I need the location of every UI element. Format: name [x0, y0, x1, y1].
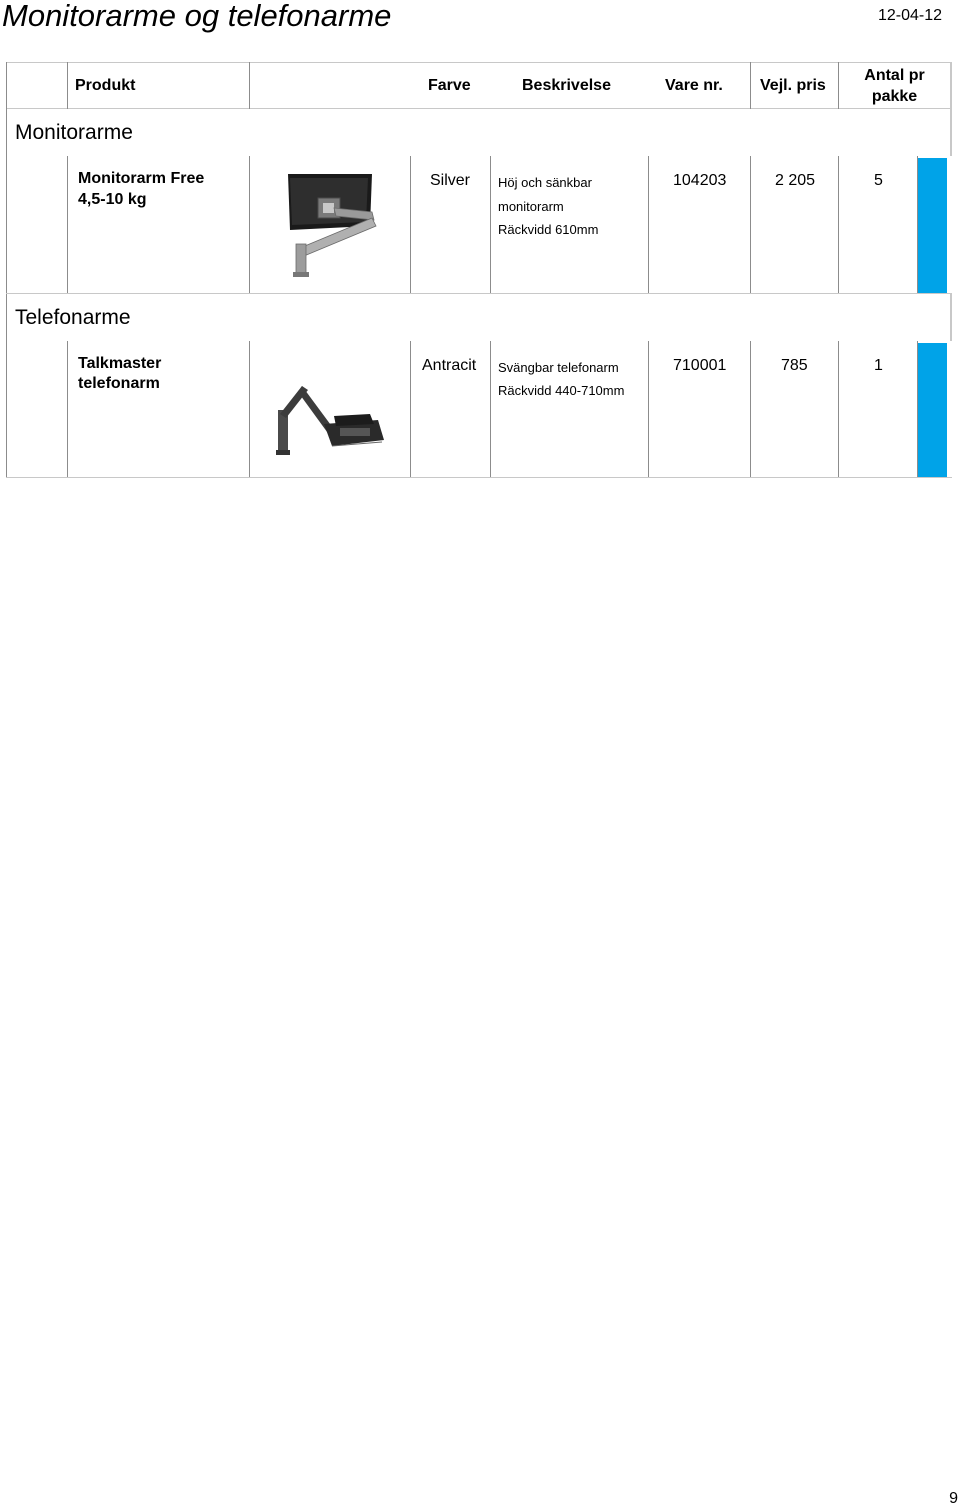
header-qty-line2: pakke: [871, 88, 918, 105]
header-qty-line1: Antal pr: [864, 67, 925, 84]
phone-arm-image: [274, 380, 390, 460]
grid-line: [67, 62, 68, 109]
monitor-arm-image: [276, 168, 388, 280]
product-type: telefonarm: [78, 375, 160, 392]
grid-line: [6, 62, 952, 63]
grid-line: [950, 294, 952, 341]
grid-line: [6, 293, 952, 294]
grid-line: [838, 341, 839, 477]
grid-line: [6, 294, 7, 341]
quantity: 5: [874, 172, 883, 189]
header-item-no: Vare nr.: [665, 77, 723, 94]
grid-line: [838, 156, 839, 293]
product-weight: 4,5-10 kg: [78, 191, 147, 208]
document-date: 12-04-12: [877, 7, 942, 24]
grid-line: [750, 341, 751, 477]
grid-line: [249, 341, 250, 477]
grid-line: [410, 341, 411, 477]
product-name: Monitorarm Free: [78, 170, 205, 187]
section-title: Monitorarme: [15, 121, 133, 144]
item-number: 710001: [673, 357, 727, 374]
product-color: Silver: [430, 172, 471, 189]
description-line: monitorarm: [498, 199, 564, 214]
grid-line: [410, 156, 411, 293]
description-line: Svängbar telefonarm: [498, 360, 619, 375]
accent-bar: [918, 158, 947, 293]
grid-line: [67, 341, 68, 477]
grid-line: [490, 341, 491, 477]
grid-line: [950, 62, 952, 109]
grid-line: [67, 156, 68, 293]
grid-line: [6, 341, 7, 477]
price: 2 205: [775, 172, 816, 189]
header-color: Farve: [428, 77, 471, 94]
header-price: Vejl. pris: [760, 77, 826, 94]
quantity: 1: [874, 357, 883, 374]
header-description: Beskrivelse: [522, 77, 611, 94]
product-name: Talkmaster: [78, 355, 162, 372]
grid-line: [648, 341, 649, 477]
description-line: Räckvidd 610mm: [498, 222, 599, 237]
grid-line: [950, 109, 952, 156]
header-product: Produkt: [75, 77, 136, 94]
item-number: 104203: [673, 172, 727, 189]
accent-bar: [918, 343, 947, 477]
description-line: Höj och sänkbar: [498, 175, 592, 190]
grid-line: [648, 156, 649, 293]
grid-line: [6, 108, 952, 109]
grid-line: [490, 156, 491, 293]
product-color: Antracit: [422, 357, 477, 374]
section-title: Telefonarme: [15, 306, 131, 329]
grid-line: [750, 156, 751, 293]
grid-line: [6, 156, 7, 293]
grid-line: [249, 156, 250, 293]
grid-line: [6, 62, 7, 109]
document-title: Monitorarme og telefonarme: [2, 0, 392, 33]
grid-line: [6, 477, 952, 478]
page-number: 9: [949, 1490, 958, 1507]
grid-line: [750, 62, 751, 109]
price: 785: [781, 357, 808, 374]
grid-line: [249, 62, 250, 109]
grid-line: [6, 109, 7, 156]
description-line: Räckvidd 440-710mm: [498, 383, 625, 398]
